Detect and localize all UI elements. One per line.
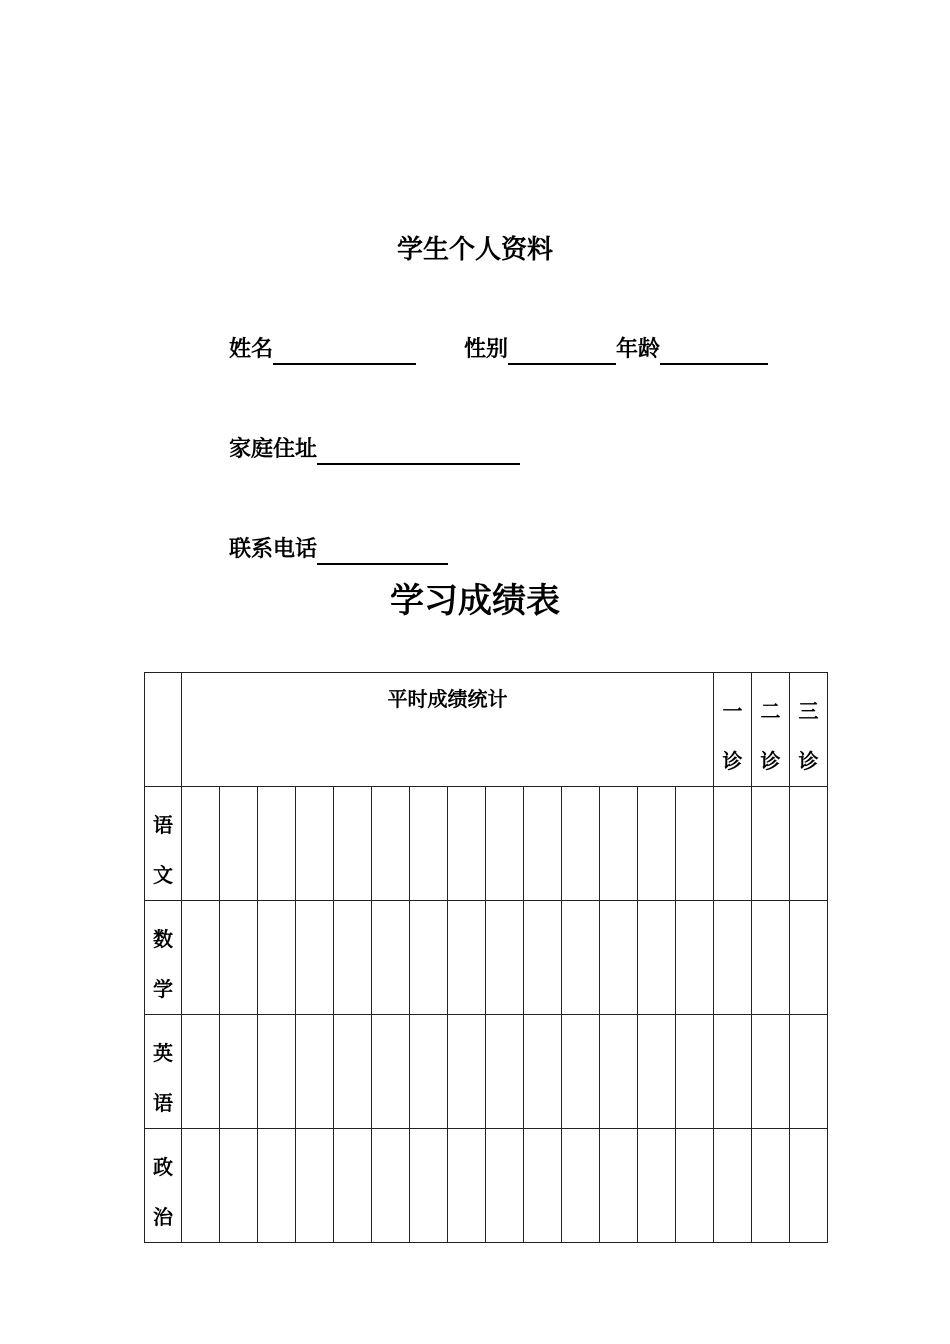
score-cell[interactable] bbox=[752, 901, 790, 1015]
regular-score-label: 平时成绩统计 bbox=[387, 687, 508, 711]
profile-row-address bbox=[229, 435, 520, 465]
subject-cell bbox=[145, 1015, 182, 1129]
score-cell[interactable] bbox=[600, 787, 638, 901]
exam3-label: 三诊 bbox=[798, 699, 819, 773]
corner-cell bbox=[145, 673, 182, 787]
score-cell[interactable] bbox=[220, 1015, 258, 1129]
phone-label: 联系电话 bbox=[229, 537, 318, 562]
score-cell[interactable] bbox=[410, 787, 448, 901]
score-cell[interactable] bbox=[676, 1129, 714, 1243]
table-row bbox=[145, 1129, 828, 1243]
subject-cell bbox=[145, 1129, 182, 1243]
score-cell[interactable] bbox=[182, 1129, 220, 1243]
gender-label: 性别 bbox=[464, 337, 509, 362]
score-cell[interactable] bbox=[372, 1129, 410, 1243]
score-cell[interactable] bbox=[258, 1015, 296, 1129]
exam1-label: 一诊 bbox=[722, 699, 743, 773]
score-cell[interactable] bbox=[600, 901, 638, 1015]
score-cell[interactable] bbox=[182, 1015, 220, 1129]
subject-label: 政治 bbox=[153, 1155, 173, 1229]
score-cell[interactable] bbox=[372, 787, 410, 901]
grades-table bbox=[144, 672, 828, 1243]
score-cell[interactable] bbox=[790, 1129, 828, 1243]
score-cell[interactable] bbox=[258, 901, 296, 1015]
score-cell[interactable] bbox=[676, 901, 714, 1015]
score-cell[interactable] bbox=[372, 901, 410, 1015]
score-cell[interactable] bbox=[714, 901, 752, 1015]
score-cell[interactable] bbox=[790, 901, 828, 1015]
score-cell[interactable] bbox=[638, 901, 676, 1015]
table-row bbox=[145, 787, 828, 901]
score-cell[interactable] bbox=[524, 1129, 562, 1243]
profile-title: 学生个人资料 bbox=[396, 235, 553, 265]
score-cell[interactable] bbox=[486, 787, 524, 901]
exam2-label: 二诊 bbox=[760, 699, 781, 773]
score-cell[interactable] bbox=[562, 1129, 600, 1243]
age-label: 年龄 bbox=[616, 337, 661, 362]
score-cell[interactable] bbox=[790, 1015, 828, 1129]
score-cell[interactable] bbox=[752, 1015, 790, 1129]
score-cell[interactable] bbox=[714, 1015, 752, 1129]
score-cell[interactable] bbox=[524, 787, 562, 901]
profile-row-phone bbox=[229, 535, 448, 565]
score-cell[interactable] bbox=[182, 787, 220, 901]
subject-label: 英语 bbox=[153, 1041, 173, 1115]
score-cell[interactable] bbox=[676, 787, 714, 901]
score-cell[interactable] bbox=[296, 1015, 334, 1129]
name-label: 姓名 bbox=[229, 337, 274, 362]
score-cell[interactable] bbox=[638, 1015, 676, 1129]
score-cell[interactable] bbox=[562, 787, 600, 901]
score-cell[interactable] bbox=[448, 901, 486, 1015]
phone-blank[interactable] bbox=[317, 536, 448, 565]
subject-label: 数学 bbox=[153, 927, 173, 1001]
score-cell[interactable] bbox=[182, 901, 220, 1015]
score-cell[interactable] bbox=[334, 901, 372, 1015]
address-label: 家庭住址 bbox=[229, 437, 318, 462]
gender-blank[interactable] bbox=[508, 336, 616, 365]
score-cell[interactable] bbox=[334, 787, 372, 901]
score-cell[interactable] bbox=[562, 901, 600, 1015]
score-cell[interactable] bbox=[790, 787, 828, 901]
score-cell[interactable] bbox=[296, 1129, 334, 1243]
exam2-header bbox=[752, 673, 790, 787]
score-cell[interactable] bbox=[220, 787, 258, 901]
table-row bbox=[145, 1015, 828, 1129]
score-cell[interactable] bbox=[410, 901, 448, 1015]
score-cell[interactable] bbox=[714, 787, 752, 901]
score-cell[interactable] bbox=[334, 1129, 372, 1243]
regular-score-header bbox=[182, 673, 714, 787]
profile-row-basic bbox=[229, 335, 768, 365]
score-cell[interactable] bbox=[486, 1129, 524, 1243]
score-cell[interactable] bbox=[638, 1129, 676, 1243]
grades-header-row bbox=[145, 673, 828, 787]
score-cell[interactable] bbox=[486, 1015, 524, 1129]
subject-cell bbox=[145, 787, 182, 901]
exam1-header bbox=[714, 673, 752, 787]
subject-cell bbox=[145, 901, 182, 1015]
score-cell[interactable] bbox=[676, 1015, 714, 1129]
score-cell[interactable] bbox=[486, 901, 524, 1015]
name-blank[interactable] bbox=[273, 336, 416, 365]
grades-title: 学习成绩表 bbox=[390, 581, 560, 621]
score-cell[interactable] bbox=[334, 1015, 372, 1129]
score-cell[interactable] bbox=[752, 1129, 790, 1243]
score-cell[interactable] bbox=[752, 787, 790, 901]
score-cell[interactable] bbox=[562, 1015, 600, 1129]
score-cell[interactable] bbox=[258, 787, 296, 901]
score-cell[interactable] bbox=[410, 1129, 448, 1243]
score-cell[interactable] bbox=[714, 1129, 752, 1243]
subject-label: 语文 bbox=[153, 813, 173, 887]
score-cell[interactable] bbox=[638, 787, 676, 901]
score-cell[interactable] bbox=[448, 787, 486, 901]
score-cell[interactable] bbox=[296, 901, 334, 1015]
score-cell[interactable] bbox=[448, 1129, 486, 1243]
score-cell[interactable] bbox=[296, 787, 334, 901]
score-cell[interactable] bbox=[600, 1129, 638, 1243]
score-cell[interactable] bbox=[372, 1015, 410, 1129]
score-cell[interactable] bbox=[524, 1015, 562, 1129]
score-cell[interactable] bbox=[524, 901, 562, 1015]
score-cell[interactable] bbox=[600, 1015, 638, 1129]
score-cell[interactable] bbox=[220, 901, 258, 1015]
table-row bbox=[145, 901, 828, 1015]
exam3-header bbox=[790, 673, 828, 787]
score-cell[interactable] bbox=[410, 1015, 448, 1129]
age-blank[interactable] bbox=[660, 336, 768, 365]
score-cell[interactable] bbox=[448, 1015, 486, 1129]
score-cell[interactable] bbox=[258, 1129, 296, 1243]
score-cell[interactable] bbox=[220, 1129, 258, 1243]
address-blank[interactable] bbox=[317, 436, 520, 465]
